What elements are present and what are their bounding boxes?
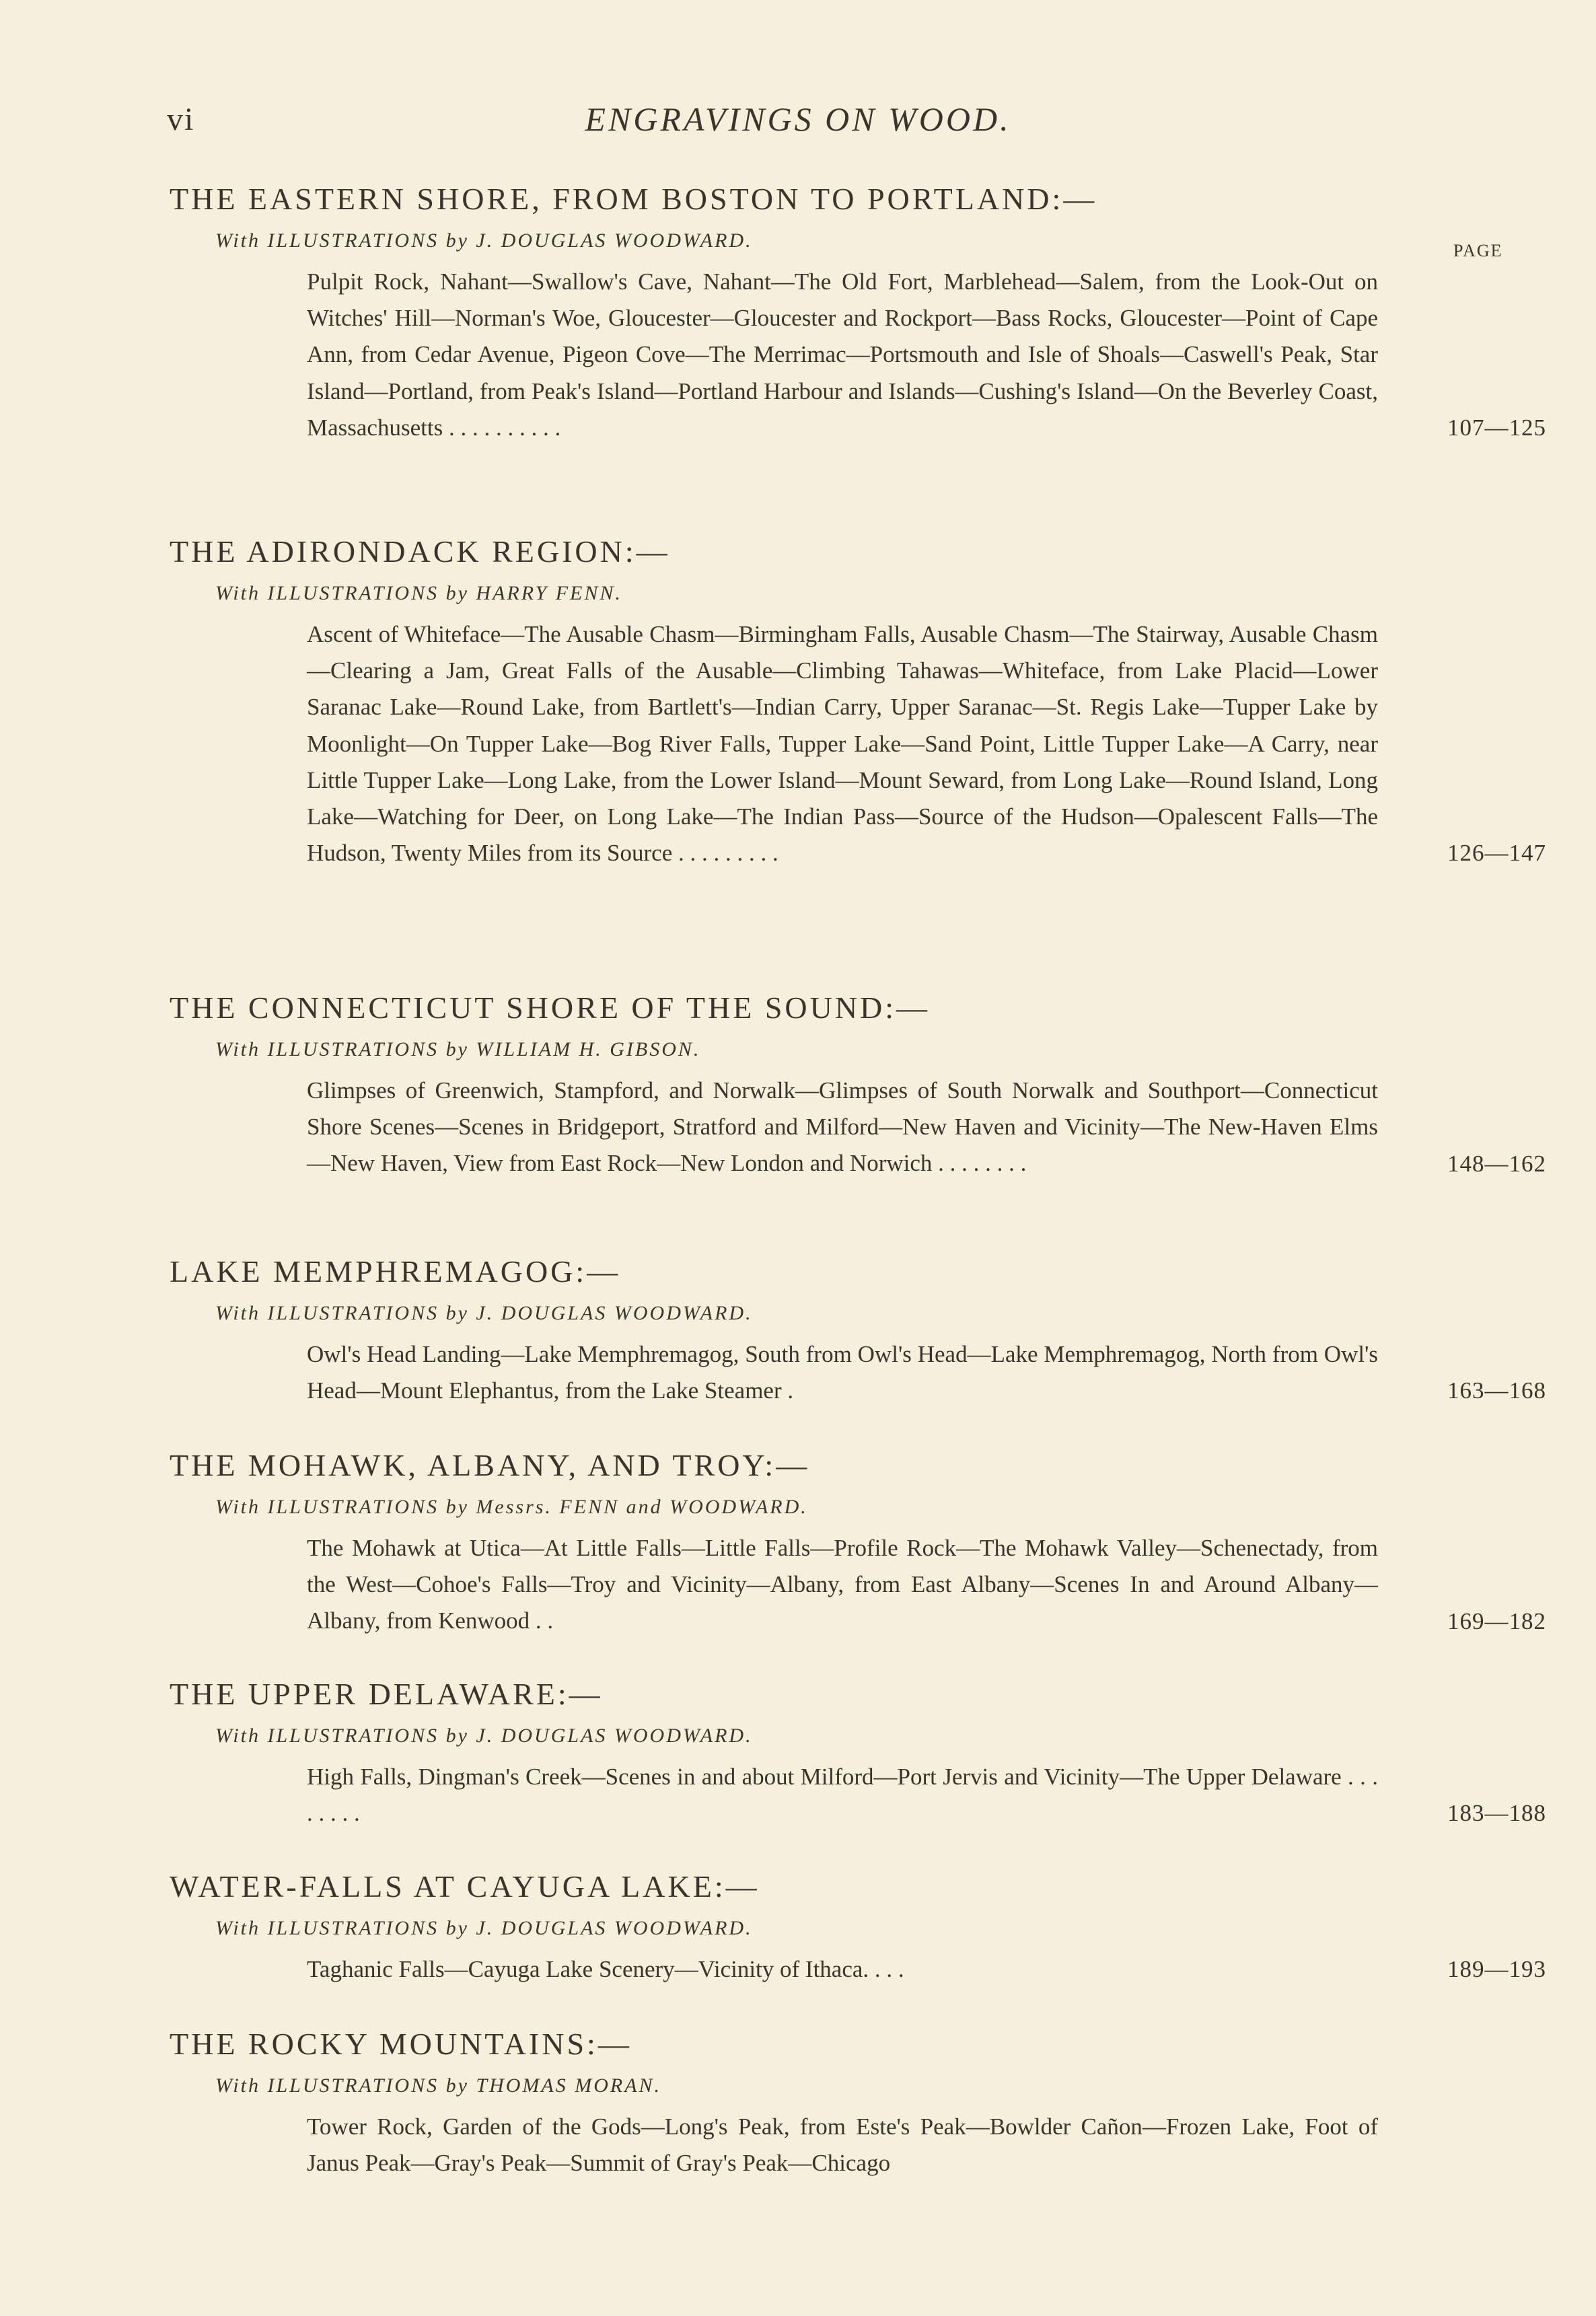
page-range: 163—168	[1447, 1377, 1546, 1404]
section-mohawk-albany-troy	[170, 1447, 1546, 1640]
section-entry	[307, 616, 1546, 871]
running-head: ENGRAVINGS ON WOOD.	[585, 100, 1011, 138]
section-title: THE EASTERN SHORE, FROM BOSTON TO PORTLAND:—	[170, 182, 1097, 216]
illustration-credit: With ILLUSTRATIONS by Messrs. FENN and WOODWARD.	[215, 1496, 808, 1518]
engraving-list: Taghanic Falls—Cayuga Lake Scenery—Vicinity of Ithaca. . . .	[307, 1956, 904, 1982]
section-connecticut-shore	[170, 989, 1546, 1182]
section-entry	[307, 2109, 1546, 2181]
page-number: vi	[167, 102, 195, 137]
section-eastern-shore	[170, 180, 1546, 446]
section-title: THE ROCKY MOUNTAINS:—	[170, 2027, 632, 2061]
section-rocky-mountains	[170, 2025, 1515, 2181]
section-title: THE UPPER DELAWARE:—	[170, 1677, 603, 1711]
engraving-list: Glimpses of Greenwich, Stampford, and Norwalk—Glimpses of South Norwalk and Southport—Connecticut Shore Scenes—Scenes in Bridgeport, Stratford and Milford—New Haven and Vicinity—The New-Haven Elms—New Haven, View from East Rock—New London and Norwich . . . . . . . .	[307, 1077, 1378, 1177]
section-entry	[307, 1530, 1546, 1640]
page-range: 183—188	[1447, 1800, 1546, 1827]
section-adirondack	[170, 533, 1546, 871]
section-title: WATER-FALLS AT CAYUGA LAKE:—	[170, 1869, 760, 1904]
section-cayuga-lake	[170, 1868, 1546, 1988]
section-entry	[307, 264, 1546, 446]
illustration-credit: With ILLUSTRATIONS by J. DOUGLAS WOODWARD.	[215, 1725, 753, 1747]
section-title: THE ADIRONDACK REGION:—	[170, 534, 670, 569]
section-lake-memphremagog	[170, 1253, 1546, 1409]
page-column-label: PAGE	[1453, 241, 1503, 260]
engraving-list: High Falls, Dingman's Creek—Scenes in and about Milford—Port Jervis and Vicinity—The Upper Delaware . . . . . . . .	[307, 1764, 1378, 1827]
section-title: LAKE MEMPHREMAGOG:—	[170, 1254, 621, 1289]
engraving-list: The Mohawk at Utica—At Little Falls—Little Falls—Profile Rock—The Mohawk Valley—Schenectady, from the West—Cohoe's Falls—Troy and Vicinity—Albany, from East Albany—Scenes In and Around Albany—Albany, from Kenwood . .	[307, 1535, 1378, 1634]
page-range: 189—193	[1447, 1956, 1546, 1983]
section-title: THE CONNECTICUT SHORE OF THE SOUND:—	[170, 990, 931, 1025]
engraving-list: Pulpit Rock, Nahant—Swallow's Cave, Nahant—The Old Fort, Marblehead—Salem, from the Look-Out on Witches' Hill—Norman's Woe, Gloucester—Gloucester and Rockport—Bass Rocks, Gloucester—Point of Cape Ann, from Cedar Avenue, Pigeon Cove—The Merrimac—Portsmouth and Isle of Shoals—Caswell's Peak, Star Island—Portland, from Peak's Island—Portland Harbour and Islands—Cushing's Island—On the Beverley Coast, Massachusetts . . . . . . . . . .	[307, 268, 1378, 441]
section-upper-delaware	[170, 1675, 1546, 1832]
section-entry	[307, 1951, 1546, 1988]
engraving-list: Ascent of Whiteface—The Ausable Chasm—Birmingham Falls, Ausable Chasm—The Stairway, Ausable Chasm—Clearing a Jam, Great Falls of the Ausable—Climbing Tahawas—Whiteface, from Lake Placid—Lower Saranac Lake—Round Lake, from Bartlett's—Indian Carry, Upper Saranac—St. Regis Lake—Tupper Lake by Moonlight—On Tupper Lake—Bog River Falls, Tupper Lake—Sand Point, Little Tupper Lake—A Carry, near Little Tupper Lake—Long Lake, from the Lower Island—Mount Seward, from Long Lake—Round Island, Long Lake—Watching for Deer, on Long Lake—The Indian Pass—Source of the Hudson—Opalescent Falls—The Hudson, Twenty Miles from its Source . . . . . . . . .	[307, 621, 1378, 867]
illustration-credit: With ILLUSTRATIONS by J. DOUGLAS WOODWARD.	[215, 1917, 753, 1939]
engraving-list: Owl's Head Landing—Lake Memphremagog, South from Owl's Head—Lake Memphremagog, North from Owl's Head—Mount Elephantus, from the Lake Steamer .	[307, 1341, 1378, 1404]
illustration-credit: With ILLUSTRATIONS by J. DOUGLAS WOODWARD.	[215, 229, 753, 252]
section-entry	[307, 1336, 1546, 1409]
illustration-credit: With ILLUSTRATIONS by THOMAS MORAN.	[215, 2074, 662, 2097]
illustration-credit: With ILLUSTRATIONS by HARRY FENN.	[215, 582, 622, 604]
page-range: 107—125	[1447, 414, 1546, 441]
illustration-credit: With ILLUSTRATIONS by J. DOUGLAS WOODWARD.	[215, 1302, 753, 1324]
page-range: 148—162	[1447, 1150, 1546, 1177]
page-range: 169—182	[1447, 1607, 1546, 1634]
page-range: 126—147	[1447, 840, 1546, 867]
engraving-list: Tower Rock, Garden of the Gods—Long's Peak, from Este's Peak—Bowlder Cañon—Frozen Lake, Foot of Janus Peak—Gray's Peak—Summit of Gray's Peak—Chicago	[307, 2113, 1378, 2177]
section-entry	[307, 1759, 1546, 1832]
section-title: THE MOHAWK, ALBANY, AND TROY:—	[170, 1448, 810, 1482]
section-entry	[307, 1073, 1546, 1182]
illustration-credit: With ILLUSTRATIONS by WILLIAM H. GIBSON.	[215, 1038, 701, 1060]
